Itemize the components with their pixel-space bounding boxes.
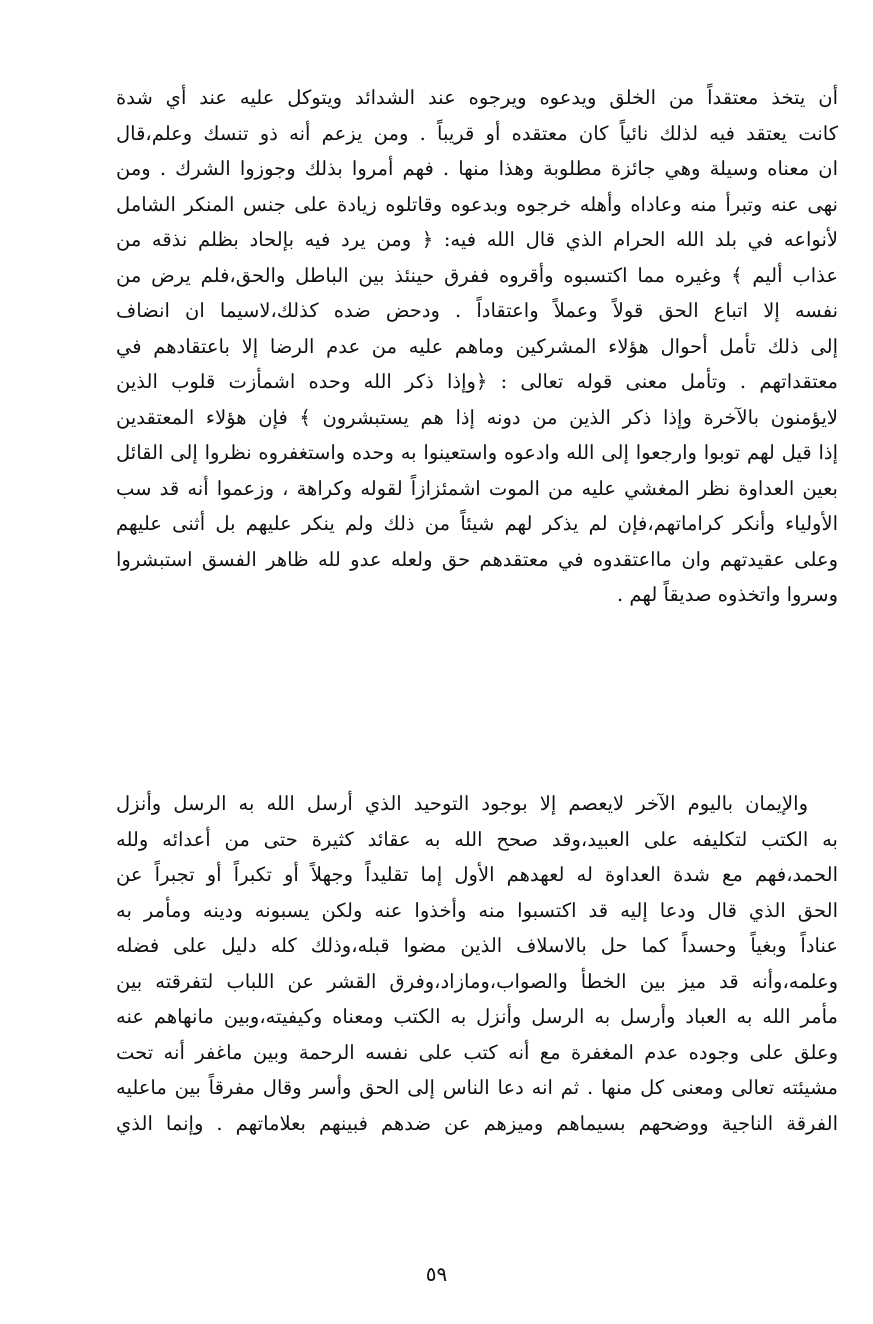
text-line: إلى ذلك تأمل أحوال هؤلاء المشركين وماهم عليه من عدم الرضا إلا باعتقادهم في <box>116 334 838 358</box>
paragraph-1 <box>116 80 838 613</box>
text-line: به الكتب لتكليفه على العبيد،وقد صحح الله به عقائد كثيرة حتى من أعدائه ولله <box>116 827 838 851</box>
paragraph-2 <box>116 786 838 1141</box>
text-line: وعلق على وجوده عدم المغفرة مع أنه كتب على نفسه الرحمة وبين ماغفر أنه تحت <box>116 1040 838 1064</box>
text-line: إذا قيل لهم توبوا وارجعوا إلى الله وادعوه واستعينوا به وحده واستغفروه نظروا إلى القائل <box>116 441 838 464</box>
text-line: بعين العداوة نظر المغشي عليه من الموت اشمئزازاً لقوله وكراهة ، وزعموا أنه قد سب <box>116 476 838 500</box>
text-line: وسروا واتخذوه صديقاً لهم . <box>617 583 838 606</box>
text-line: عذاب أليم ﴾ وغيره مما اكتسبوه وأقروه ففرق حينئذ بين الباطل والحق،فلم يرض من <box>116 263 838 287</box>
text-line: مشيئته تعالى ومعنى كل منها . ثم انه دعا الناس إلى الحق وأسر وقال مفرقاً بين ماعليه <box>116 1076 838 1099</box>
text-line: معتقداتهم . وتأمل معنى قوله تعالى : ﴿وإذا ذكر الله وحده اشمأزت قلوب الذين <box>116 370 838 393</box>
text-line: والإيمان باليوم الآخر لايعصم إلا بوجود التوحيد الذي أرسل الله به الرسل وأنزل <box>116 792 808 815</box>
text-line: أن يتخذ معتقداً من الخلق ويدعوه ويرجوه عند الشدائد ويتوكل عليه عند أي شدة <box>116 86 838 109</box>
page-number: ٥٩ <box>425 1262 448 1286</box>
text-line: الأولياء وأنكر كراماتهم،فإن لم يذكر لهم شيئاً من ذلك ولم ينكر عليهم بل أثنى عليهم <box>116 512 838 535</box>
text-line: كانت يعتقد فيه لذلك نائياً كان معتقده أو قريباً . ومن يزعم أنه ذو تنسك وعلم،قال <box>116 121 838 145</box>
text-line: عناداً وبغياً وحسداً كما حل بالاسلاف الذين مضوا قبله،وذلك كله دليل على فضله <box>116 934 838 957</box>
text-line: لأنواعه في بلد الله الحرام الذي قال الله فيه: ﴿ ومن يرد فيه بإلحاد بظلم نذقه من <box>116 228 838 251</box>
text-line: الحق الذي قال ودعا إليه قد اكتسبوا منه وأخذوا عنه ولكن يسبونه ودينه ومأمر به <box>116 898 838 922</box>
text-line: وعلى عقيدتهم وان مااعتقدوه في معتقدهم حق ولعله عدو لله ظاهر الفسق استبشروا <box>116 547 838 571</box>
text-line: وعلمه،وأنه قد ميز بين الخطأ والصواب،ومازاد،وفرق القشر عن اللباب لتفرقته بين <box>116 969 838 993</box>
text-line: الفرقة الناجية ووضحهم بسيماهم وميزهم عن ضدهم فبينهم بعلاماتهم . وإنما الذي <box>116 1111 838 1135</box>
text-line: نفسه إلا اتباع الحق قولاً وعملاً واعتقاداً . ودحض ضده كذلك،لاسيما ان انضاف <box>116 299 838 322</box>
text-line: مأمر الله به العباد وأرسل به الرسل وأنزل به الكتب ومعناه وكيفيته،وبين مانهاهم عنه <box>116 1005 838 1028</box>
text-line: نهى عنه وتبرأ منه وعاداه وأهله خرجوه وبدعوه وقاتلوه زيادة على جنس المنكر الشامل <box>116 192 838 216</box>
text-line: ان معناه وسيلة وهي جائزة مطلوبة وهذا منها . فهم أمروا بذلك وجوزوا الشرك . ومن <box>116 157 838 180</box>
text-line: الحمد،فهم مع شدة العداوة له لعهدهم الأول إما تقليداً وجهلاً أو تكبراً أو تجبراً عن <box>116 863 838 886</box>
text-line: لايؤمنون بالآخرة وإذا ذكر الذين من دونه إذا هم يستبشرون ﴾ فإن هؤلاء المعتقدين <box>116 405 838 429</box>
